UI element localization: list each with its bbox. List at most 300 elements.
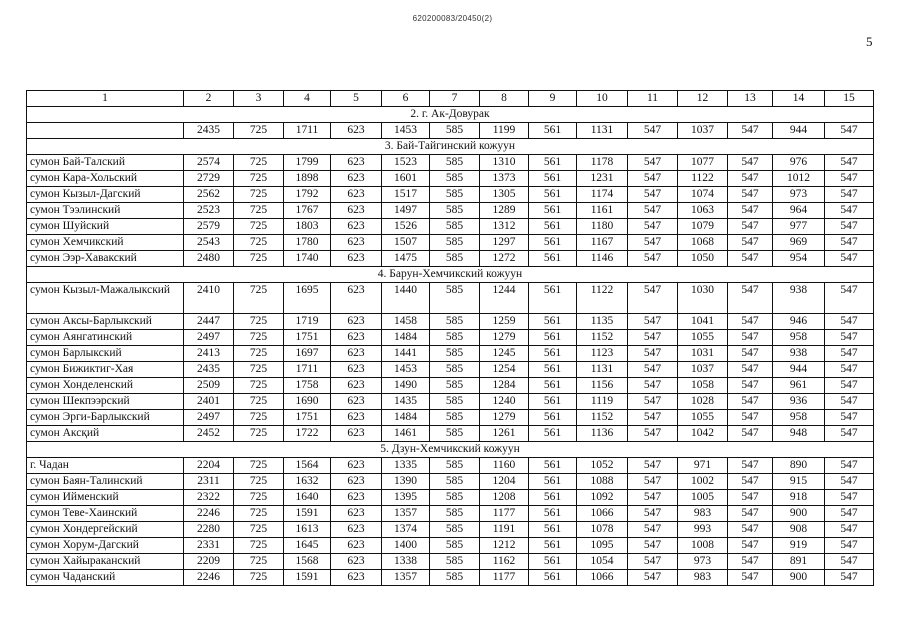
table-cell: 1092: [577, 490, 628, 506]
table-cell: 1028: [678, 394, 728, 410]
table-cell: 1507: [382, 235, 430, 251]
table-cell: 585: [430, 203, 480, 219]
table-cell: 725: [234, 346, 284, 362]
table-cell: 547: [628, 346, 678, 362]
table-cell: 1012: [773, 171, 825, 187]
table-cell: 1441: [382, 346, 430, 362]
table-cell: 561: [529, 490, 577, 506]
table-cell: 561: [529, 314, 577, 330]
table-cell: 547: [728, 314, 773, 330]
table-cell: 983: [678, 506, 728, 522]
row-name: сумон Бай-Талский: [27, 155, 184, 171]
table-cell: 585: [430, 522, 480, 538]
table-row: [27, 171, 874, 187]
table-cell: 547: [825, 362, 874, 378]
table-cell: 1591: [284, 506, 331, 522]
table-cell: 547: [628, 570, 678, 586]
table-cell: 2322: [184, 490, 234, 506]
table-cell: 1711: [284, 362, 331, 378]
table-cell: 2435: [184, 123, 234, 139]
table-cell: 2452: [184, 426, 234, 442]
row-name: сумон Ийменский: [27, 490, 184, 506]
table-cell: 547: [628, 458, 678, 474]
table-cell: 1261: [480, 426, 529, 442]
table-cell: 561: [529, 203, 577, 219]
table-cell: 561: [529, 410, 577, 426]
table-cell: 1074: [678, 187, 728, 203]
table-cell: 725: [234, 522, 284, 538]
table-cell: 1453: [382, 362, 430, 378]
table-cell: 1008: [678, 538, 728, 554]
table-cell: 547: [728, 378, 773, 394]
table-cell: 547: [628, 171, 678, 187]
table-cell: 919: [773, 538, 825, 554]
table-row: [27, 203, 874, 219]
table-cell: 1055: [678, 330, 728, 346]
table-row: [27, 123, 874, 139]
row-name: сумон Хорум-Дагский: [27, 538, 184, 554]
table-cell: 547: [628, 506, 678, 522]
table-cell: 1041: [678, 314, 728, 330]
table-cell: 547: [628, 251, 678, 267]
table-cell: 623: [331, 251, 382, 267]
document-id: 620200083/20450(2): [412, 14, 493, 23]
table-cell: 547: [825, 394, 874, 410]
table-cell: 2562: [184, 187, 234, 203]
table-cell: 2579: [184, 219, 234, 235]
table-cell: 547: [728, 506, 773, 522]
table-cell: 1122: [577, 283, 628, 314]
table-cell: 623: [331, 346, 382, 362]
table-cell: 973: [773, 187, 825, 203]
table-cell: 547: [728, 330, 773, 346]
table-row: [27, 458, 874, 474]
table-cell: 547: [825, 235, 874, 251]
table-cell: 976: [773, 155, 825, 171]
row-name: сумон Аксы-Барлыкский: [27, 314, 184, 330]
table-cell: 1613: [284, 522, 331, 538]
table-cell: 547: [628, 187, 678, 203]
table-cell: 623: [331, 506, 382, 522]
table-cell: 623: [331, 187, 382, 203]
column-header: 13: [728, 91, 773, 107]
table-cell: 547: [628, 330, 678, 346]
table-cell: 561: [529, 554, 577, 570]
table-cell: 547: [628, 123, 678, 139]
table-cell: 1177: [480, 506, 529, 522]
table-row: [27, 506, 874, 522]
table-cell: 1259: [480, 314, 529, 330]
table-cell: 1390: [382, 474, 430, 490]
table-cell: 547: [825, 251, 874, 267]
table-cell: 547: [728, 426, 773, 442]
table-cell: 585: [430, 378, 480, 394]
table-cell: 725: [234, 410, 284, 426]
table-cell: 623: [331, 283, 382, 314]
table-cell: 547: [728, 410, 773, 426]
table-cell: 623: [331, 123, 382, 139]
table-cell: 623: [331, 570, 382, 586]
table-cell: 561: [529, 330, 577, 346]
table-cell: 547: [628, 155, 678, 171]
column-header: 10: [577, 91, 628, 107]
table-cell: 623: [331, 490, 382, 506]
table-cell: 1335: [382, 458, 430, 474]
table-cell: 908: [773, 522, 825, 538]
table-cell: 547: [825, 522, 874, 538]
table-cell: 585: [430, 426, 480, 442]
table-row: [27, 251, 874, 267]
row-name: сумон Ээр-Хавакский: [27, 251, 184, 267]
table-cell: 958: [773, 410, 825, 426]
table-cell: 1042: [678, 426, 728, 442]
table-cell: 2246: [184, 506, 234, 522]
table-cell: 971: [678, 458, 728, 474]
column-header: 11: [628, 91, 678, 107]
table-cell: 561: [529, 474, 577, 490]
table-cell: 973: [678, 554, 728, 570]
table-cell: 623: [331, 203, 382, 219]
table-cell: 1568: [284, 554, 331, 570]
page-number: 5: [866, 34, 873, 49]
table-cell: 2401: [184, 394, 234, 410]
table-cell: 1066: [577, 570, 628, 586]
table-cell: 2280: [184, 522, 234, 538]
table-cell: 547: [728, 458, 773, 474]
table-cell: 585: [430, 346, 480, 362]
table-row: [27, 219, 874, 235]
table-cell: 561: [529, 362, 577, 378]
table-cell: 938: [773, 283, 825, 314]
table-cell: 890: [773, 458, 825, 474]
table-cell: 561: [529, 522, 577, 538]
table-cell: 1167: [577, 235, 628, 251]
table-cell: 1191: [480, 522, 529, 538]
table-cell: 585: [430, 187, 480, 203]
table-cell: 1161: [577, 203, 628, 219]
section-header-row: [27, 139, 874, 155]
table-cell: 547: [628, 490, 678, 506]
row-name: сумон Аксқий: [27, 426, 184, 442]
table-cell: 1640: [284, 490, 331, 506]
table-row: [27, 522, 874, 538]
table-cell: 1152: [577, 330, 628, 346]
table-cell: 1156: [577, 378, 628, 394]
table-cell: 725: [234, 554, 284, 570]
table-cell: 1204: [480, 474, 529, 490]
section-title: 3. Бай-Тайгинский кожуун: [27, 139, 874, 155]
table-cell: 623: [331, 426, 382, 442]
table-cell: 623: [331, 458, 382, 474]
table-cell: 1123: [577, 346, 628, 362]
table-cell: 547: [728, 251, 773, 267]
table-cell: 547: [728, 474, 773, 490]
section-header-row: [27, 107, 874, 123]
column-header: 7: [430, 91, 480, 107]
table-cell: 1526: [382, 219, 430, 235]
table-cell: 1279: [480, 410, 529, 426]
table-cell: 1484: [382, 410, 430, 426]
row-name: сумон Кара-Хольский: [27, 171, 184, 187]
table-cell: 2311: [184, 474, 234, 490]
table-cell: 547: [825, 219, 874, 235]
table-cell: 623: [331, 219, 382, 235]
table-cell: 547: [825, 155, 874, 171]
row-name: сумон Барлыкский: [27, 346, 184, 362]
table-cell: 1695: [284, 283, 331, 314]
column-header: 2: [184, 91, 234, 107]
table-cell: 1095: [577, 538, 628, 554]
table-cell: 725: [234, 330, 284, 346]
table-cell: 1517: [382, 187, 430, 203]
table-cell: 1135: [577, 314, 628, 330]
table-cell: 1177: [480, 570, 529, 586]
table-cell: 547: [728, 362, 773, 378]
table-cell: 1697: [284, 346, 331, 362]
table-cell: 1289: [480, 203, 529, 219]
table-cell: 585: [430, 394, 480, 410]
table-cell: 891: [773, 554, 825, 570]
table-cell: 547: [825, 458, 874, 474]
table-cell: 547: [825, 171, 874, 187]
table-cell: 547: [628, 314, 678, 330]
table-cell: 948: [773, 426, 825, 442]
header-row: [27, 91, 874, 107]
table-cell: 1077: [678, 155, 728, 171]
table-cell: 2246: [184, 570, 234, 586]
tariff-table: [26, 90, 874, 586]
table-row: [27, 538, 874, 554]
column-header: 15: [825, 91, 874, 107]
table-cell: 1030: [678, 283, 728, 314]
table-cell: 561: [529, 251, 577, 267]
column-header: 12: [678, 91, 728, 107]
table-cell: 547: [728, 235, 773, 251]
row-name: сумон Кызыл-Дагский: [27, 187, 184, 203]
table-cell: 1180: [577, 219, 628, 235]
table-cell: 1898: [284, 171, 331, 187]
table-cell: 1440: [382, 283, 430, 314]
table-cell: 561: [529, 570, 577, 586]
column-header: 4: [284, 91, 331, 107]
table-cell: 547: [628, 522, 678, 538]
table-cell: 561: [529, 506, 577, 522]
table-cell: 561: [529, 394, 577, 410]
table-cell: 547: [728, 490, 773, 506]
table-cell: 983: [678, 570, 728, 586]
table-cell: 1031: [678, 346, 728, 362]
table-cell: 547: [825, 538, 874, 554]
table-cell: 585: [430, 251, 480, 267]
table-row: [27, 283, 874, 314]
table-cell: 1160: [480, 458, 529, 474]
column-header: 9: [529, 91, 577, 107]
row-name: сумон Чаданский: [27, 570, 184, 586]
row-name: сумон Хонделенский: [27, 378, 184, 394]
table-row: [27, 330, 874, 346]
table-cell: 547: [628, 426, 678, 442]
table-cell: 547: [825, 490, 874, 506]
table-cell: 1690: [284, 394, 331, 410]
table-cell: 725: [234, 251, 284, 267]
table-cell: 900: [773, 506, 825, 522]
table-cell: 1199: [480, 123, 529, 139]
column-header: 6: [382, 91, 430, 107]
table-cell: 1284: [480, 378, 529, 394]
table-cell: 1458: [382, 314, 430, 330]
table-cell: 1357: [382, 506, 430, 522]
row-name: г. Чадан: [27, 458, 184, 474]
table-cell: 1088: [577, 474, 628, 490]
table-cell: 547: [825, 203, 874, 219]
table-cell: 1490: [382, 378, 430, 394]
table-cell: 623: [331, 538, 382, 554]
table-cell: 547: [825, 554, 874, 570]
table-cell: 2497: [184, 330, 234, 346]
table-cell: 900: [773, 570, 825, 586]
table-cell: 561: [529, 155, 577, 171]
row-name: сумон Бижиктиг-Хая: [27, 362, 184, 378]
table-cell: 2523: [184, 203, 234, 219]
table-cell: 1435: [382, 394, 430, 410]
table-cell: 2204: [184, 458, 234, 474]
table-cell: 547: [825, 570, 874, 586]
table-cell: 725: [234, 426, 284, 442]
row-name: сумон Теве-Хаинский: [27, 506, 184, 522]
table-cell: 2435: [184, 362, 234, 378]
table-cell: 1758: [284, 378, 331, 394]
table-cell: 1037: [678, 362, 728, 378]
table-cell: 1591: [284, 570, 331, 586]
table-cell: 958: [773, 330, 825, 346]
table-cell: 1279: [480, 330, 529, 346]
table-cell: 585: [430, 123, 480, 139]
table-cell: 1078: [577, 522, 628, 538]
table-cell: 547: [628, 219, 678, 235]
row-name: сумон Аянгатинский: [27, 330, 184, 346]
table-cell: 623: [331, 410, 382, 426]
table-cell: 547: [628, 378, 678, 394]
table-row: [27, 394, 874, 410]
table-cell: 1803: [284, 219, 331, 235]
table-cell: 725: [234, 490, 284, 506]
table-cell: 1136: [577, 426, 628, 442]
table-cell: 547: [728, 171, 773, 187]
table-cell: 725: [234, 283, 284, 314]
table-cell: 547: [628, 554, 678, 570]
table-cell: 725: [234, 362, 284, 378]
table-cell: 2331: [184, 538, 234, 554]
table-cell: 547: [728, 187, 773, 203]
table-cell: 547: [628, 362, 678, 378]
table-cell: 547: [728, 123, 773, 139]
table-cell: 561: [529, 187, 577, 203]
table-cell: 585: [430, 474, 480, 490]
table-cell: 964: [773, 203, 825, 219]
table-cell: 1395: [382, 490, 430, 506]
table-cell: 547: [825, 187, 874, 203]
row-name: сумон Баян-Талинский: [27, 474, 184, 490]
table-cell: 725: [234, 203, 284, 219]
table-cell: 2480: [184, 251, 234, 267]
table-cell: 1245: [480, 346, 529, 362]
table-cell: 2410: [184, 283, 234, 314]
table-cell: 993: [678, 522, 728, 538]
table-cell: 585: [430, 458, 480, 474]
table-cell: 1357: [382, 570, 430, 586]
table-cell: 1601: [382, 171, 430, 187]
table-cell: 1152: [577, 410, 628, 426]
table-cell: 915: [773, 474, 825, 490]
table-cell: 547: [825, 314, 874, 330]
table-cell: 1475: [382, 251, 430, 267]
table-cell: 585: [430, 490, 480, 506]
table-cell: 725: [234, 171, 284, 187]
table-cell: 623: [331, 362, 382, 378]
table-cell: 1400: [382, 538, 430, 554]
table-cell: 547: [825, 506, 874, 522]
table-row: [27, 474, 874, 490]
table-cell: 1058: [678, 378, 728, 394]
table-cell: 1054: [577, 554, 628, 570]
table-cell: 1240: [480, 394, 529, 410]
section-header-row: [27, 442, 874, 458]
table-cell: 561: [529, 538, 577, 554]
table-cell: 969: [773, 235, 825, 251]
table-cell: 1780: [284, 235, 331, 251]
table-cell: 1037: [678, 123, 728, 139]
table-row: [27, 187, 874, 203]
table-cell: 547: [728, 155, 773, 171]
table-cell: 623: [331, 330, 382, 346]
table-cell: 547: [825, 410, 874, 426]
table-cell: 725: [234, 458, 284, 474]
section-header-row: [27, 267, 874, 283]
table-cell: 585: [430, 506, 480, 522]
table-cell: 1052: [577, 458, 628, 474]
table-cell: 2729: [184, 171, 234, 187]
table-cell: 547: [728, 394, 773, 410]
table-cell: 623: [331, 522, 382, 538]
section-title: 5. Дзун-Хемчикский кожуун: [27, 442, 874, 458]
table-cell: 561: [529, 123, 577, 139]
table-cell: 1063: [678, 203, 728, 219]
table-cell: 1162: [480, 554, 529, 570]
table-cell: 1174: [577, 187, 628, 203]
table-cell: 1212: [480, 538, 529, 554]
table-cell: 725: [234, 570, 284, 586]
row-name: сумон Хемчикский: [27, 235, 184, 251]
table-cell: 547: [628, 410, 678, 426]
table-cell: 1244: [480, 283, 529, 314]
table-cell: 2209: [184, 554, 234, 570]
table-cell: 1297: [480, 235, 529, 251]
table-cell: 725: [234, 219, 284, 235]
table-cell: 585: [430, 171, 480, 187]
table-cell: 547: [728, 203, 773, 219]
table-cell: 585: [430, 538, 480, 554]
table-row: [27, 155, 874, 171]
table-cell: 2447: [184, 314, 234, 330]
table-cell: 1711: [284, 123, 331, 139]
table-cell: 1751: [284, 410, 331, 426]
table-cell: 547: [728, 522, 773, 538]
table-cell: 585: [430, 554, 480, 570]
table-cell: 547: [825, 426, 874, 442]
table-cell: 1751: [284, 330, 331, 346]
table-cell: 1005: [678, 490, 728, 506]
table-cell: 623: [331, 554, 382, 570]
